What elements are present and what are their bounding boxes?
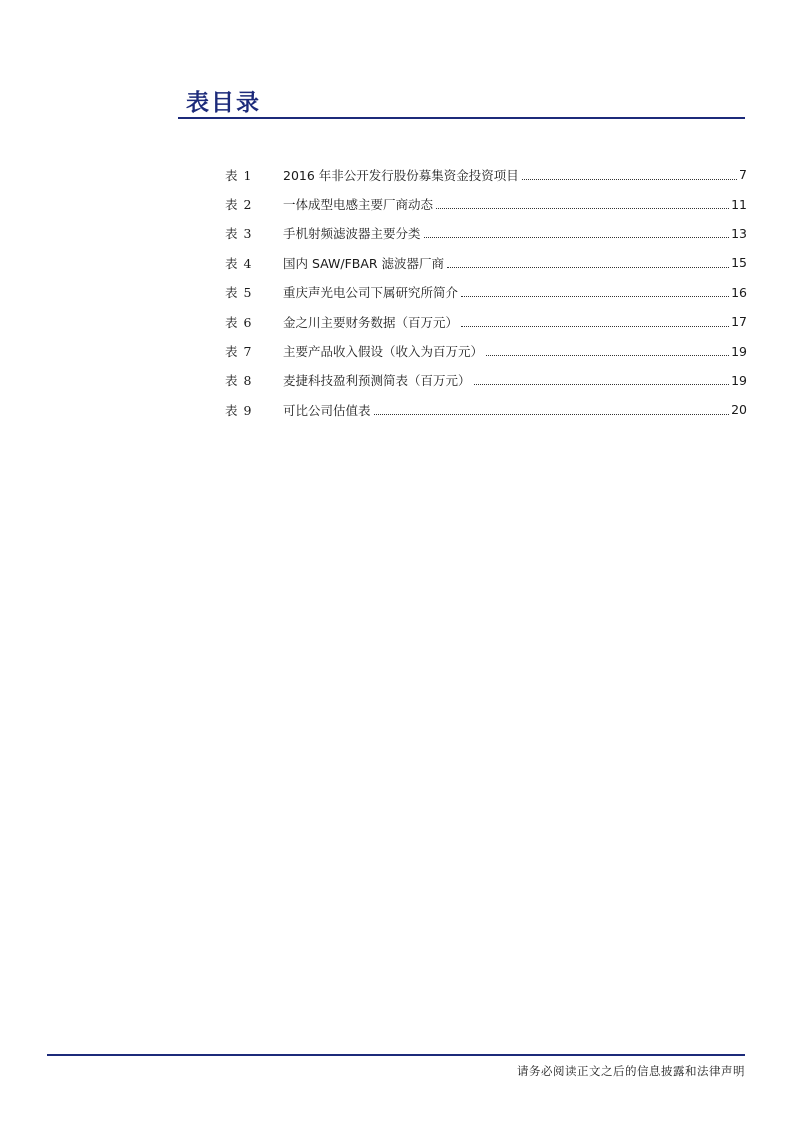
toc-entry-title: 国内 SAW/FBAR 滤波器厂商 — [283, 255, 445, 271]
toc-dot-leader — [374, 413, 730, 415]
toc-entry-1[interactable] — [225, 160, 747, 189]
toc-dot-leader — [436, 207, 729, 209]
toc-entry-label: 表 8 — [225, 373, 253, 389]
table-of-contents — [225, 160, 747, 425]
toc-entry-label: 表 5 — [225, 285, 253, 301]
toc-entry-title: 2016 年非公开发行股份募集资金投资项目 — [283, 167, 519, 183]
toc-dot-leader — [461, 325, 729, 327]
toc-entry-label: 表 3 — [225, 226, 253, 242]
toc-entry-page: 11 — [731, 196, 747, 212]
toc-entry-page: 17 — [731, 314, 747, 330]
toc-entry-label: 表 4 — [225, 255, 253, 271]
toc-entry-label: 表 7 — [225, 344, 253, 360]
toc-entry-page: 20 — [731, 402, 747, 418]
toc-entry-page: 15 — [731, 255, 747, 271]
toc-entry-title: 可比公司估值表 — [283, 402, 371, 418]
toc-entry-title: 手机射频滤波器主要分类 — [283, 226, 421, 242]
toc-entry-label: 表 1 — [225, 167, 253, 183]
toc-entry-page: 16 — [731, 284, 747, 300]
toc-entry-7[interactable] — [225, 336, 747, 365]
toc-dot-leader — [461, 295, 729, 297]
footer-disclaimer: 请务必阅读正文之后的信息披露和法律声明 — [517, 1064, 745, 1078]
toc-entry-page: 7 — [739, 167, 747, 183]
toc-entry-page: 13 — [731, 225, 747, 241]
toc-entry-8[interactable] — [225, 366, 747, 395]
toc-entry-5[interactable] — [225, 278, 747, 307]
toc-entry-label: 表 9 — [225, 402, 253, 418]
toc-entry-title: 麦捷科技盈利预测简表（百万元） — [283, 373, 471, 389]
toc-dot-leader — [424, 236, 730, 238]
toc-entry-6[interactable] — [225, 307, 747, 336]
toc-entry-2[interactable] — [225, 189, 747, 218]
toc-entry-title: 一体成型电感主要厂商动态 — [283, 197, 434, 213]
toc-dot-leader — [522, 178, 737, 180]
toc-entry-4[interactable] — [225, 248, 747, 277]
page-title: 表目录 — [186, 89, 261, 116]
toc-entry-label: 表 2 — [225, 197, 253, 213]
toc-entry-title: 重庆声光电公司下属研究所简介 — [283, 285, 459, 301]
toc-entry-title: 金之川主要财务数据（百万元） — [283, 314, 459, 330]
title-divider — [178, 117, 745, 119]
toc-entry-page: 19 — [731, 343, 747, 359]
toc-dot-leader — [486, 354, 729, 356]
toc-entry-3[interactable] — [225, 219, 747, 248]
toc-dot-leader — [447, 266, 729, 268]
footer-divider — [47, 1054, 745, 1056]
toc-entry-label: 表 6 — [225, 314, 253, 330]
toc-dot-leader — [474, 383, 730, 385]
toc-entry-title: 主要产品收入假设（收入为百万元） — [283, 344, 484, 360]
toc-entry-9[interactable] — [225, 395, 747, 424]
toc-entry-page: 19 — [731, 372, 747, 388]
